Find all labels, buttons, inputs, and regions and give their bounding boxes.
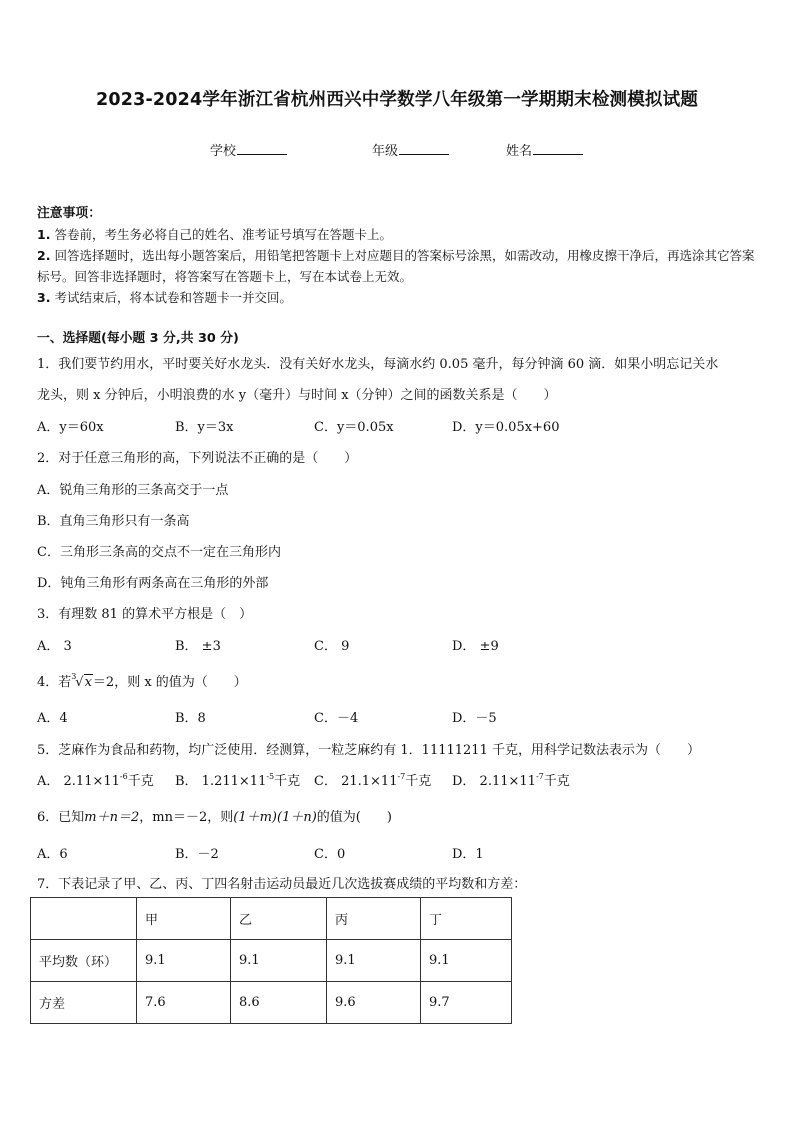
table-header-cell: 丁: [421, 898, 512, 940]
school-blank: [237, 142, 287, 155]
table-cell: 8.6: [231, 982, 327, 1024]
name-label: 姓名: [506, 144, 533, 159]
school-field: [210, 140, 287, 159]
q6-option-b: B．－2: [175, 847, 219, 862]
q4-stem: 4．若 3 √x＝2，则 x 的值为（ ）: [37, 672, 247, 690]
q1-stem-line2: 龙头，则 x 分钟后，小明浪费的水 y（毫升）与时间 x（分钟）之间的函数关系是（ ）: [37, 388, 557, 403]
table-header-cell: 乙: [231, 898, 327, 940]
q5-option-c: C． $21.1\times 11^{-7}$千克: [314, 772, 432, 789]
q2-stem: 2．对于任意三角形的高，下列说法不正确的是（ ）: [37, 451, 358, 466]
q5-stem: 5．芝麻作为食品和药物，均广泛使用．经测算，一粒芝麻约有 1．11111211 千克，用科学记数法表示为（ ）: [37, 743, 700, 758]
q6-option-d: D．1: [452, 847, 484, 862]
q1-option-b: B．y＝3x: [175, 420, 234, 435]
table-cell: 9.1: [137, 940, 231, 982]
scores-table: [30, 897, 512, 1024]
q4-option-c: C．－4: [314, 711, 359, 726]
table-cell: 9.1: [327, 940, 421, 982]
q3-option-c: C． 9: [314, 639, 350, 654]
q2-option-b: B．直角三角形只有一条高: [37, 514, 190, 529]
grade-label: 年级: [372, 144, 399, 159]
note-item: 2. 回答选择题时，选出每小题答案后，用铅笔把答题卡上对应题目的答案标号涂黑，如需改动，用橡皮擦干净后，再选涂其它答案标号。回答非选择题时，将答案写在答题卡上，写在本试卷上无效。: [37, 248, 755, 284]
table-cell: 9.6: [327, 982, 421, 1024]
table-header-row: [31, 898, 512, 940]
notes-heading: 注意事项：: [37, 206, 101, 221]
q1-stem-line1: 1．我们要节约用水，平时要关好水龙头．没有关好水龙头，每滴水约 0.05 毫升，每分钟滴 60 滴．如果小明忘记关水: [37, 357, 719, 372]
table-cell: 9.1: [421, 940, 512, 982]
school-label: 学校: [210, 144, 237, 159]
table-cell: 方差: [31, 982, 137, 1024]
note-item: 3. 考试结束后，将本试卷和答题卡一并交回。: [37, 290, 292, 305]
table-row: [31, 940, 512, 982]
table-header-cell: 丙: [327, 898, 421, 940]
q1-option-d: D．y＝0.05x+60: [452, 420, 560, 435]
q7-stem: 7．下表记录了甲、乙、丙、丁四名射击运动员最近几次选拔赛成绩的平均数和方差：: [37, 877, 527, 892]
q1-option-a: A．y＝60x: [37, 420, 104, 435]
q4-option-d: D．－5: [452, 711, 497, 726]
name-field: [506, 140, 583, 159]
table-cell: [31, 898, 137, 940]
table-cell: 9.1: [231, 940, 327, 982]
q5-option-b: B． $1.211\times 11^{-5}$千克: [175, 772, 301, 789]
q4-option-a: A．4: [37, 711, 68, 726]
grade-field: [372, 140, 449, 159]
cube-root: 3 √x: [71, 672, 92, 690]
name-blank: [533, 142, 583, 155]
q6-option-a: A．6: [37, 847, 68, 862]
table-cell: 9.7: [421, 982, 512, 1024]
q6-stem: 6．已知m＋n＝2，mn＝－2，则(1＋m)(1＋n)的值为( ): [37, 810, 392, 825]
q1-option-c: C．y＝0.05x: [314, 420, 394, 435]
q3-option-b: B． ±3: [175, 639, 221, 654]
notes-block: [37, 203, 762, 308]
exam-title: 2023-2024学年浙江省杭州西兴中学数学八年级第一学期期末检测模拟试题: [95, 90, 699, 110]
table-row: [31, 982, 512, 1024]
q3-option-a: A． 3: [37, 639, 72, 654]
q5-option-a: A． $2.11\times 11^{-6}$千克: [37, 772, 154, 789]
table-cell: 7.6: [137, 982, 231, 1024]
table-header-cell: 甲: [137, 898, 231, 940]
q2-option-d: D．钝角三角形有两条高在三角形的外部: [37, 576, 269, 591]
note-item: 1. 答卷前，考生务必将自己的姓名、准考证号填写在答题卡上。: [37, 227, 392, 242]
q2-option-a: A．锐角三角形的三条高交于一点: [37, 483, 229, 498]
grade-blank: [399, 142, 449, 155]
q5-option-d: D． $2.11\times 11^{-7}$千克: [452, 772, 570, 789]
q4-option-b: B．8: [175, 711, 206, 726]
table-cell: 平均数（环）: [31, 940, 137, 982]
q6-option-c: C．0: [314, 847, 346, 862]
q3-stem: 3．有理数 81 的算术平方根是（ ）: [37, 607, 253, 622]
q3-option-d: D． ±9: [452, 639, 499, 654]
section-heading: 一、选择题(每小题 3 分,共 30 分): [37, 331, 239, 346]
q2-option-c: C．三角形三条高的交点不一定在三角形内: [37, 545, 281, 560]
